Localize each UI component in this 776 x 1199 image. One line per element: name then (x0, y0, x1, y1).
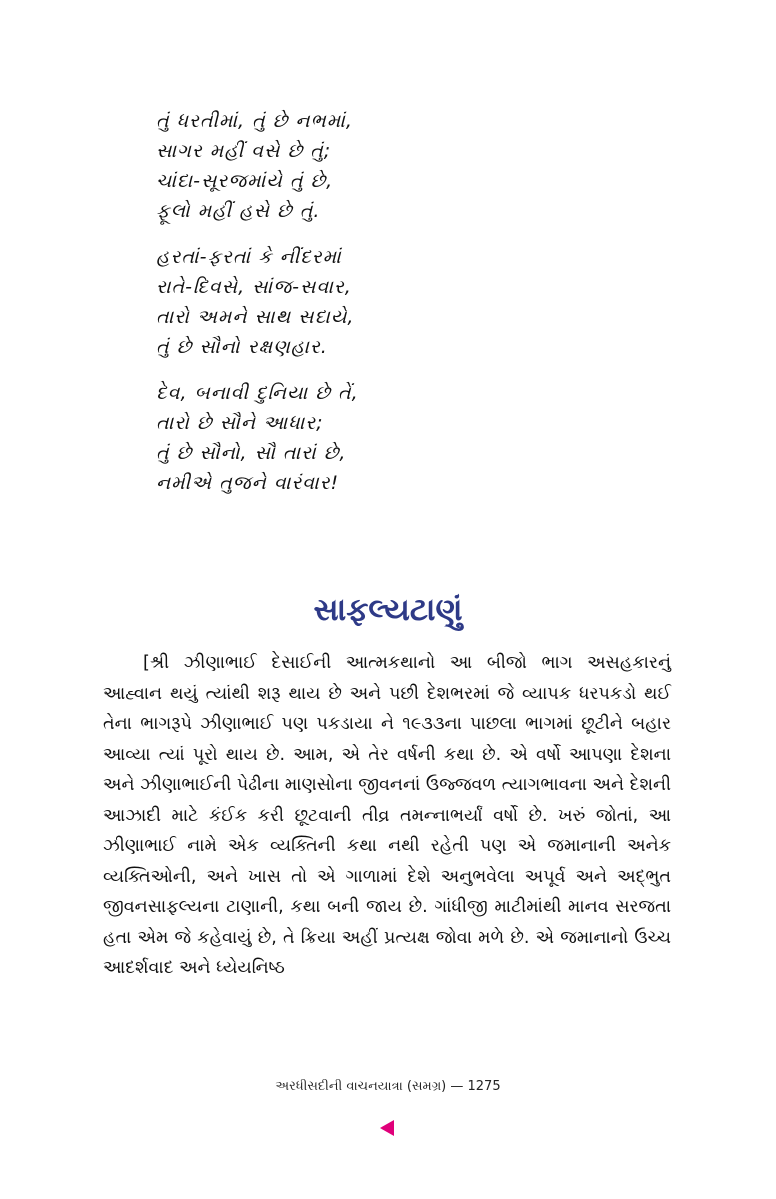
poem-line: સાગર મહીં વસે છે તું; (156, 140, 332, 162)
poem-line: નમીએ તુજને વારંવાર! (156, 472, 340, 494)
poem-line: તારો છે સૌને આધાર; (156, 412, 324, 434)
page-footer: અરધીસદીની વાચનયાત્રા (સમગ્ર) — 1275 (275, 1079, 501, 1094)
body-paragraph: [શ્રી ઝીણાભાઈ દેસાઈની આત્મકથાનો આ બીજો ભાગ અસહકારનું આહ્વાન થયું ત્યાંથી શરૂ થાય છે અને પછી દેશભરમાં જે વ્યાપક ધરપકડો થઈ તેના ભાગરૂપે ઝીણાભાઈ પણ પકડાયા ને ૧૯૩૩ના પાછલા ભાગમાં છૂટીને બહાર આવ્યા ત્યાં પૂરો થાય છે. આમ, એ તેર વર્ષની કથા છે. એ વર્ષો આપણા દેશના અને ઝીણાભાઈની પેઢીના માણસોના જીવનનાં ઉજ્જવળ ત્યાગભાવના અને દેશની આઝાદી માટે કંઈક કરી છૂટવાની તીવ્ર તમન્નાભર્યાં વર્ષો છે. ખરું જોતાં, આ ઝીણાભાઈ નામે એક વ્યક્તિની કથા નથી રહેતી પણ એ જમાનાની અનેક વ્યક્તિઓની, અને ખાસ તો એ ગાળામાં દેશે અનુભવેલા અપૂર્વ અને અદ્ભુત જીવનસાફલ્યના ટાણાની, કથા બની જાય છે. ગાંધીજી માટીમાંથી માનવ સરજતા હતા એમ જે કહેવાયું છે, તે ક્રિયા અહીં પ્રત્યક્ષ જોવા મળે છે. એ જમાનાનો ઉચ્ચ આદર્શવાદ અને ધ્યેયનિષ્ઠ (103, 653, 671, 978)
poem-line: તું છે સૌનો, સૌ તારાં છે, (156, 442, 347, 464)
poem-stanza-3 (156, 378, 616, 498)
poem-line: ચાંદા-સૂરજમાંયે તું છે, (156, 170, 334, 192)
poem-line: રાતે-દિવસે, સાંજ-સવાર, (156, 276, 352, 298)
chapter-title: સાફલ્યટાણું (313, 592, 463, 628)
poem-stanza-2 (156, 242, 616, 362)
poem-stanza-1 (156, 106, 616, 226)
poem-line: તું છે સૌનો રક્ષણહાર. (156, 336, 328, 358)
poem (156, 106, 616, 514)
poem-line: તું ધરતીમાં, તું છે નભમાં, (156, 110, 353, 132)
poem-line: ફૂલો મહીં હસે છે તું. (156, 200, 321, 222)
poem-line: દેવ, બનાવી દુનિયા છે તેં, (156, 382, 359, 404)
poem-line: તારો અમને સાથ સદાયે, (156, 306, 355, 328)
poem-line: હરતાં-ફરતાં કે નીંદરમાં (156, 246, 342, 268)
previous-page-arrow-icon[interactable] (380, 1120, 394, 1136)
